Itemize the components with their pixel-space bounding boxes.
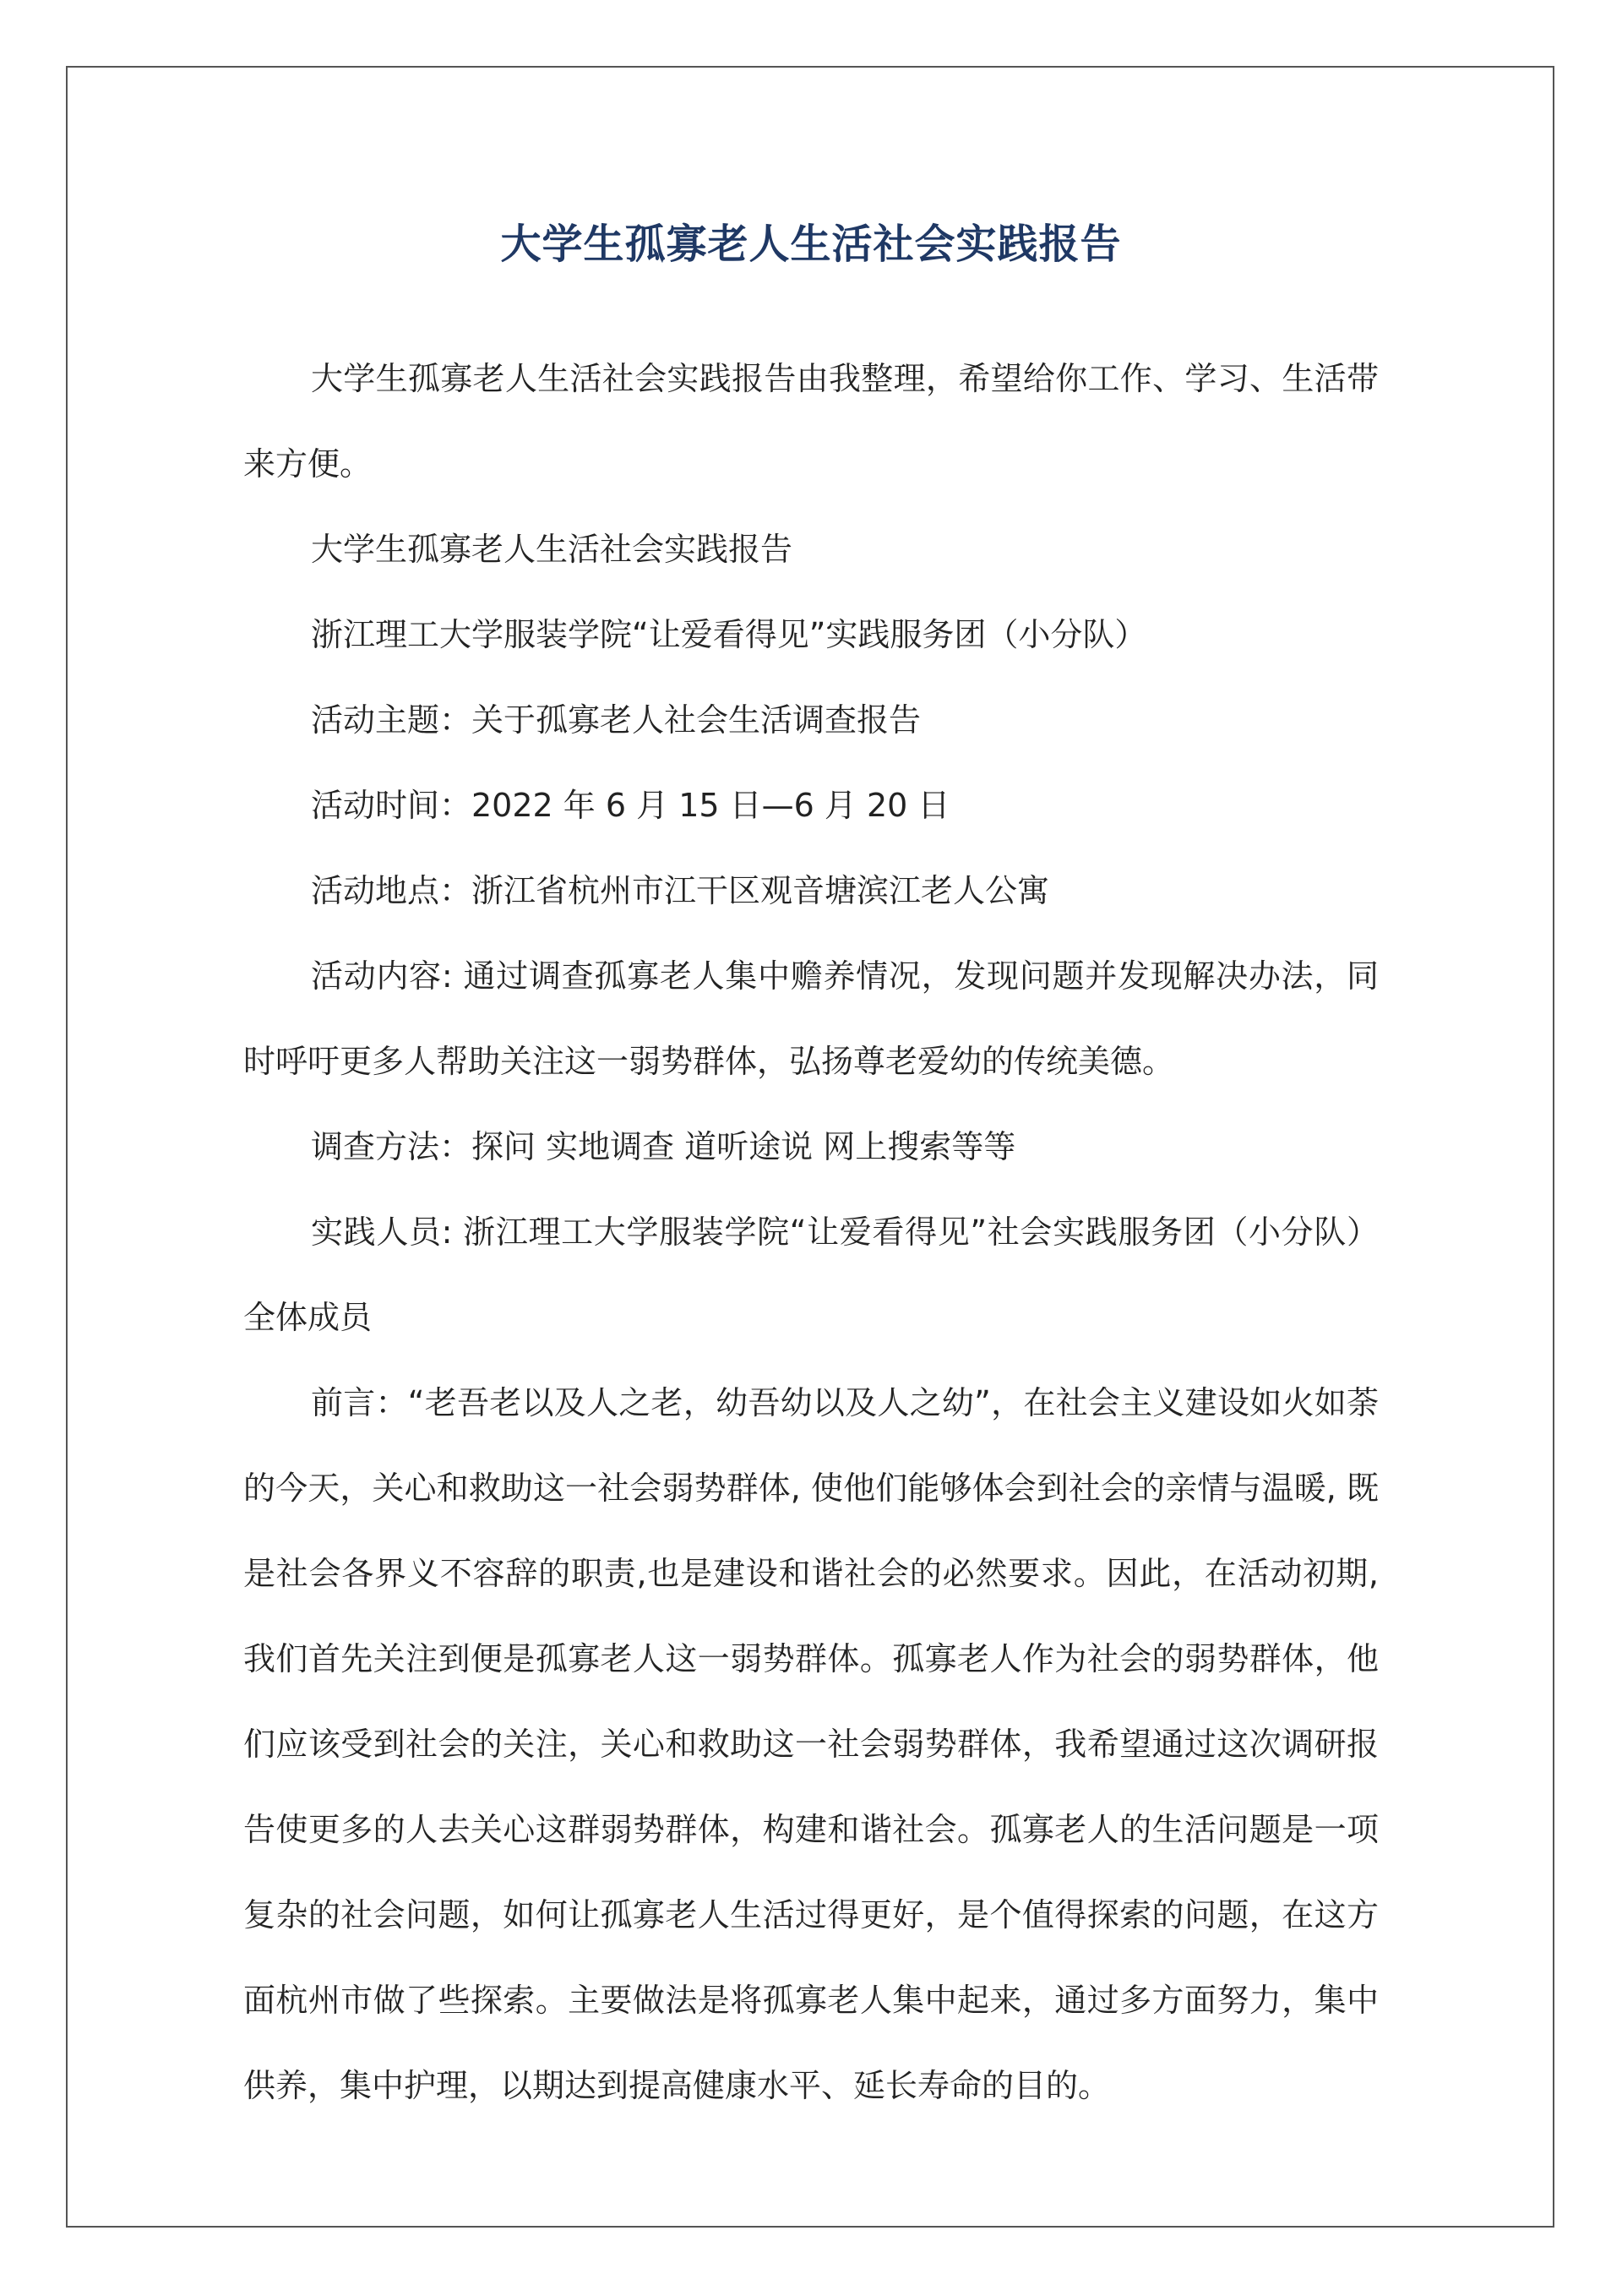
paragraph-preface: 前言：“老吾老以及人之老，幼吾幼以及人之幼”，在社会主义建设如火如荼的今天，关心和救助这一社会弱势群体, 使他们能够体会到社会的亲情与温暖, 既是社会各界义不容辞的职责,也是建设和谐社会的必然要求。因此，在活动初期, 我们首先关注到便是孤寡老人这一弱势群体。孤寡老人作为社会的弱势群体，他们应该受到社会的关注，关心和救助这一社会弱势群体，我希望通过这次调研报告使更多的人去关心这群弱势群体，构建和谐社会。孤寡老人的生活问题是一项复杂的社会问题，如何让孤寡老人生活过得更好，是个值得探索的问题，在这方面杭州市做了些探索。主要做法是将孤寡老人集中起来，通过多方面努力，集中供养，集中护理，以期达到提高健康水平、延长寿命的目的。 (243, 1384, 1379, 2104)
paragraph-report-title: 大学生孤寡老人生活社会实践报告 (311, 531, 793, 568)
paragraph-team: 浙江理工大学服装学院“让爱看得见”实践服务团（小分队） (311, 616, 1147, 653)
paragraph-activity-content: 活动内容: 通过调查孤寡老人集中赡养情况，发现问题并发现解决办法，同时呼吁更多人帮助关注这一弱势群体，弘扬尊老爱幼的传统美德。 (243, 957, 1379, 1080)
paragraph-intro: 大学生孤寡老人生活社会实践报告由我整理，希望给你工作、学习、生活带来方便。 (243, 360, 1379, 483)
paragraph-activity-location: 活动地点：浙江省杭州市江干区观音塘滨江老人公寓 (311, 872, 1050, 909)
document-title: 大学生孤寡老人生活社会实践报告 (500, 221, 1122, 268)
document-body (243, 336, 1379, 2129)
paragraph-activity-theme: 活动主题：关于孤寡老人社会生活调查报告 (311, 701, 922, 739)
paragraph-activity-time: 活动时间：2022 年 6 月 15 日—6 月 20 日 (311, 787, 950, 824)
paragraph-survey-method: 调查方法：探问 实地调查 道听途说 网上搜索等等 (311, 1128, 1016, 1165)
paragraph-participants: 实践人员: 浙江理工大学服装学院“让爱看得见”社会实践服务团（小分队）全体成员 (243, 1213, 1379, 1336)
